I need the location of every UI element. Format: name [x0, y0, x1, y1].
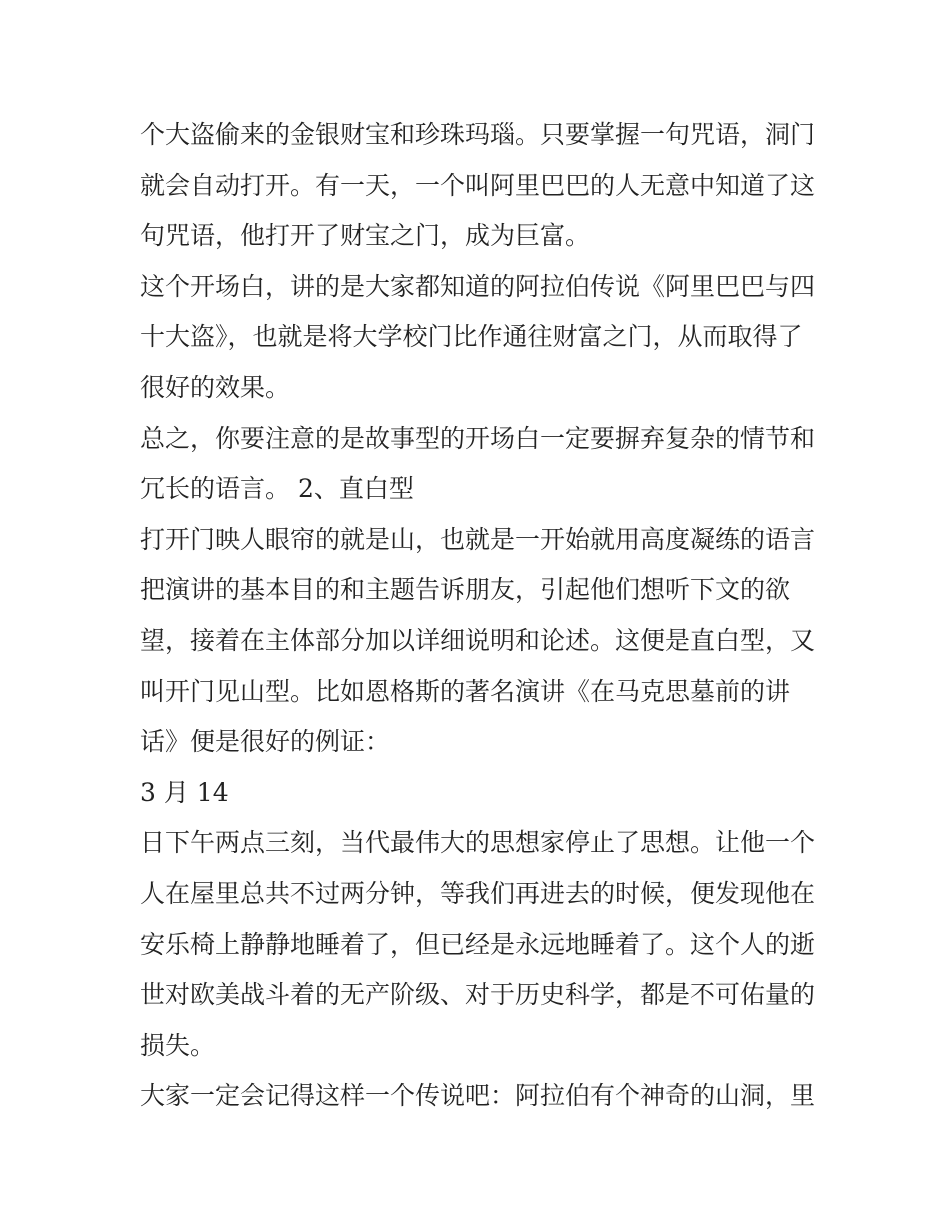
text-line: 大家一定会记得这样一个传说吧：阿拉伯有个神奇的山洞，里 — [140, 1081, 816, 1111]
text-line: 3 月 14 — [140, 777, 229, 807]
text-line: 望，接着在主体部分加以详细说明和论述。这便是直白型，又 — [140, 625, 816, 655]
text-line: 损失。 — [140, 1030, 216, 1060]
text-line: 人在屋里总共不过两分钟，等我们再进去的时候，便发现他在 — [140, 878, 816, 908]
text-line: 这个开场白，讲的是大家都知道的阿拉伯传说《阿里巴巴与四 — [140, 271, 816, 301]
text-line: 世对欧美战斗着的无产阶级、对于历史科学，都是不可佑量的 — [140, 980, 816, 1010]
body-text — [140, 110, 820, 1122]
text-line: 日下午两点三刻，当代最伟大的思想家停止了思想。让他一个 — [140, 828, 816, 858]
text-line: 句咒语，他打开了财宝之门，成为巨富。 — [140, 221, 591, 251]
text-line: 叫开门见山型。比如恩格斯的著名演讲《在马克思墓前的讲 — [140, 676, 791, 706]
text-line: 十大盗》，也就是将大学校门比作通往财富之门，从而取得了 — [140, 322, 803, 352]
text-line: 把演讲的基本目的和主题告诉朋友，引起他们想听下文的欲 — [140, 575, 791, 605]
text-line: 冗长的语言。 2、直白型 — [140, 474, 414, 504]
text-line: 安乐椅上静静地睡着了，但已经是永远地睡着了。这个人的逝 — [140, 929, 816, 959]
text-line: 很好的效果。 — [140, 372, 291, 402]
text-line: 就会自动打开。有一天，一个叫阿里巴巴的人无意中知道了这 — [140, 170, 816, 200]
text-line: 打开门映人眼帘的就是山，也就是一开始就用高度凝练的语言 — [140, 524, 816, 554]
text-line: 个大盗偷来的金银财宝和珍珠玛瑙。只要掌握一句咒语，洞门 — [140, 120, 816, 149]
text-line: 总之，你要注意的是故事型的开场白一定要摒弃复杂的情节和 — [140, 423, 816, 453]
text-line: 话》便是很好的例证： — [140, 727, 391, 757]
